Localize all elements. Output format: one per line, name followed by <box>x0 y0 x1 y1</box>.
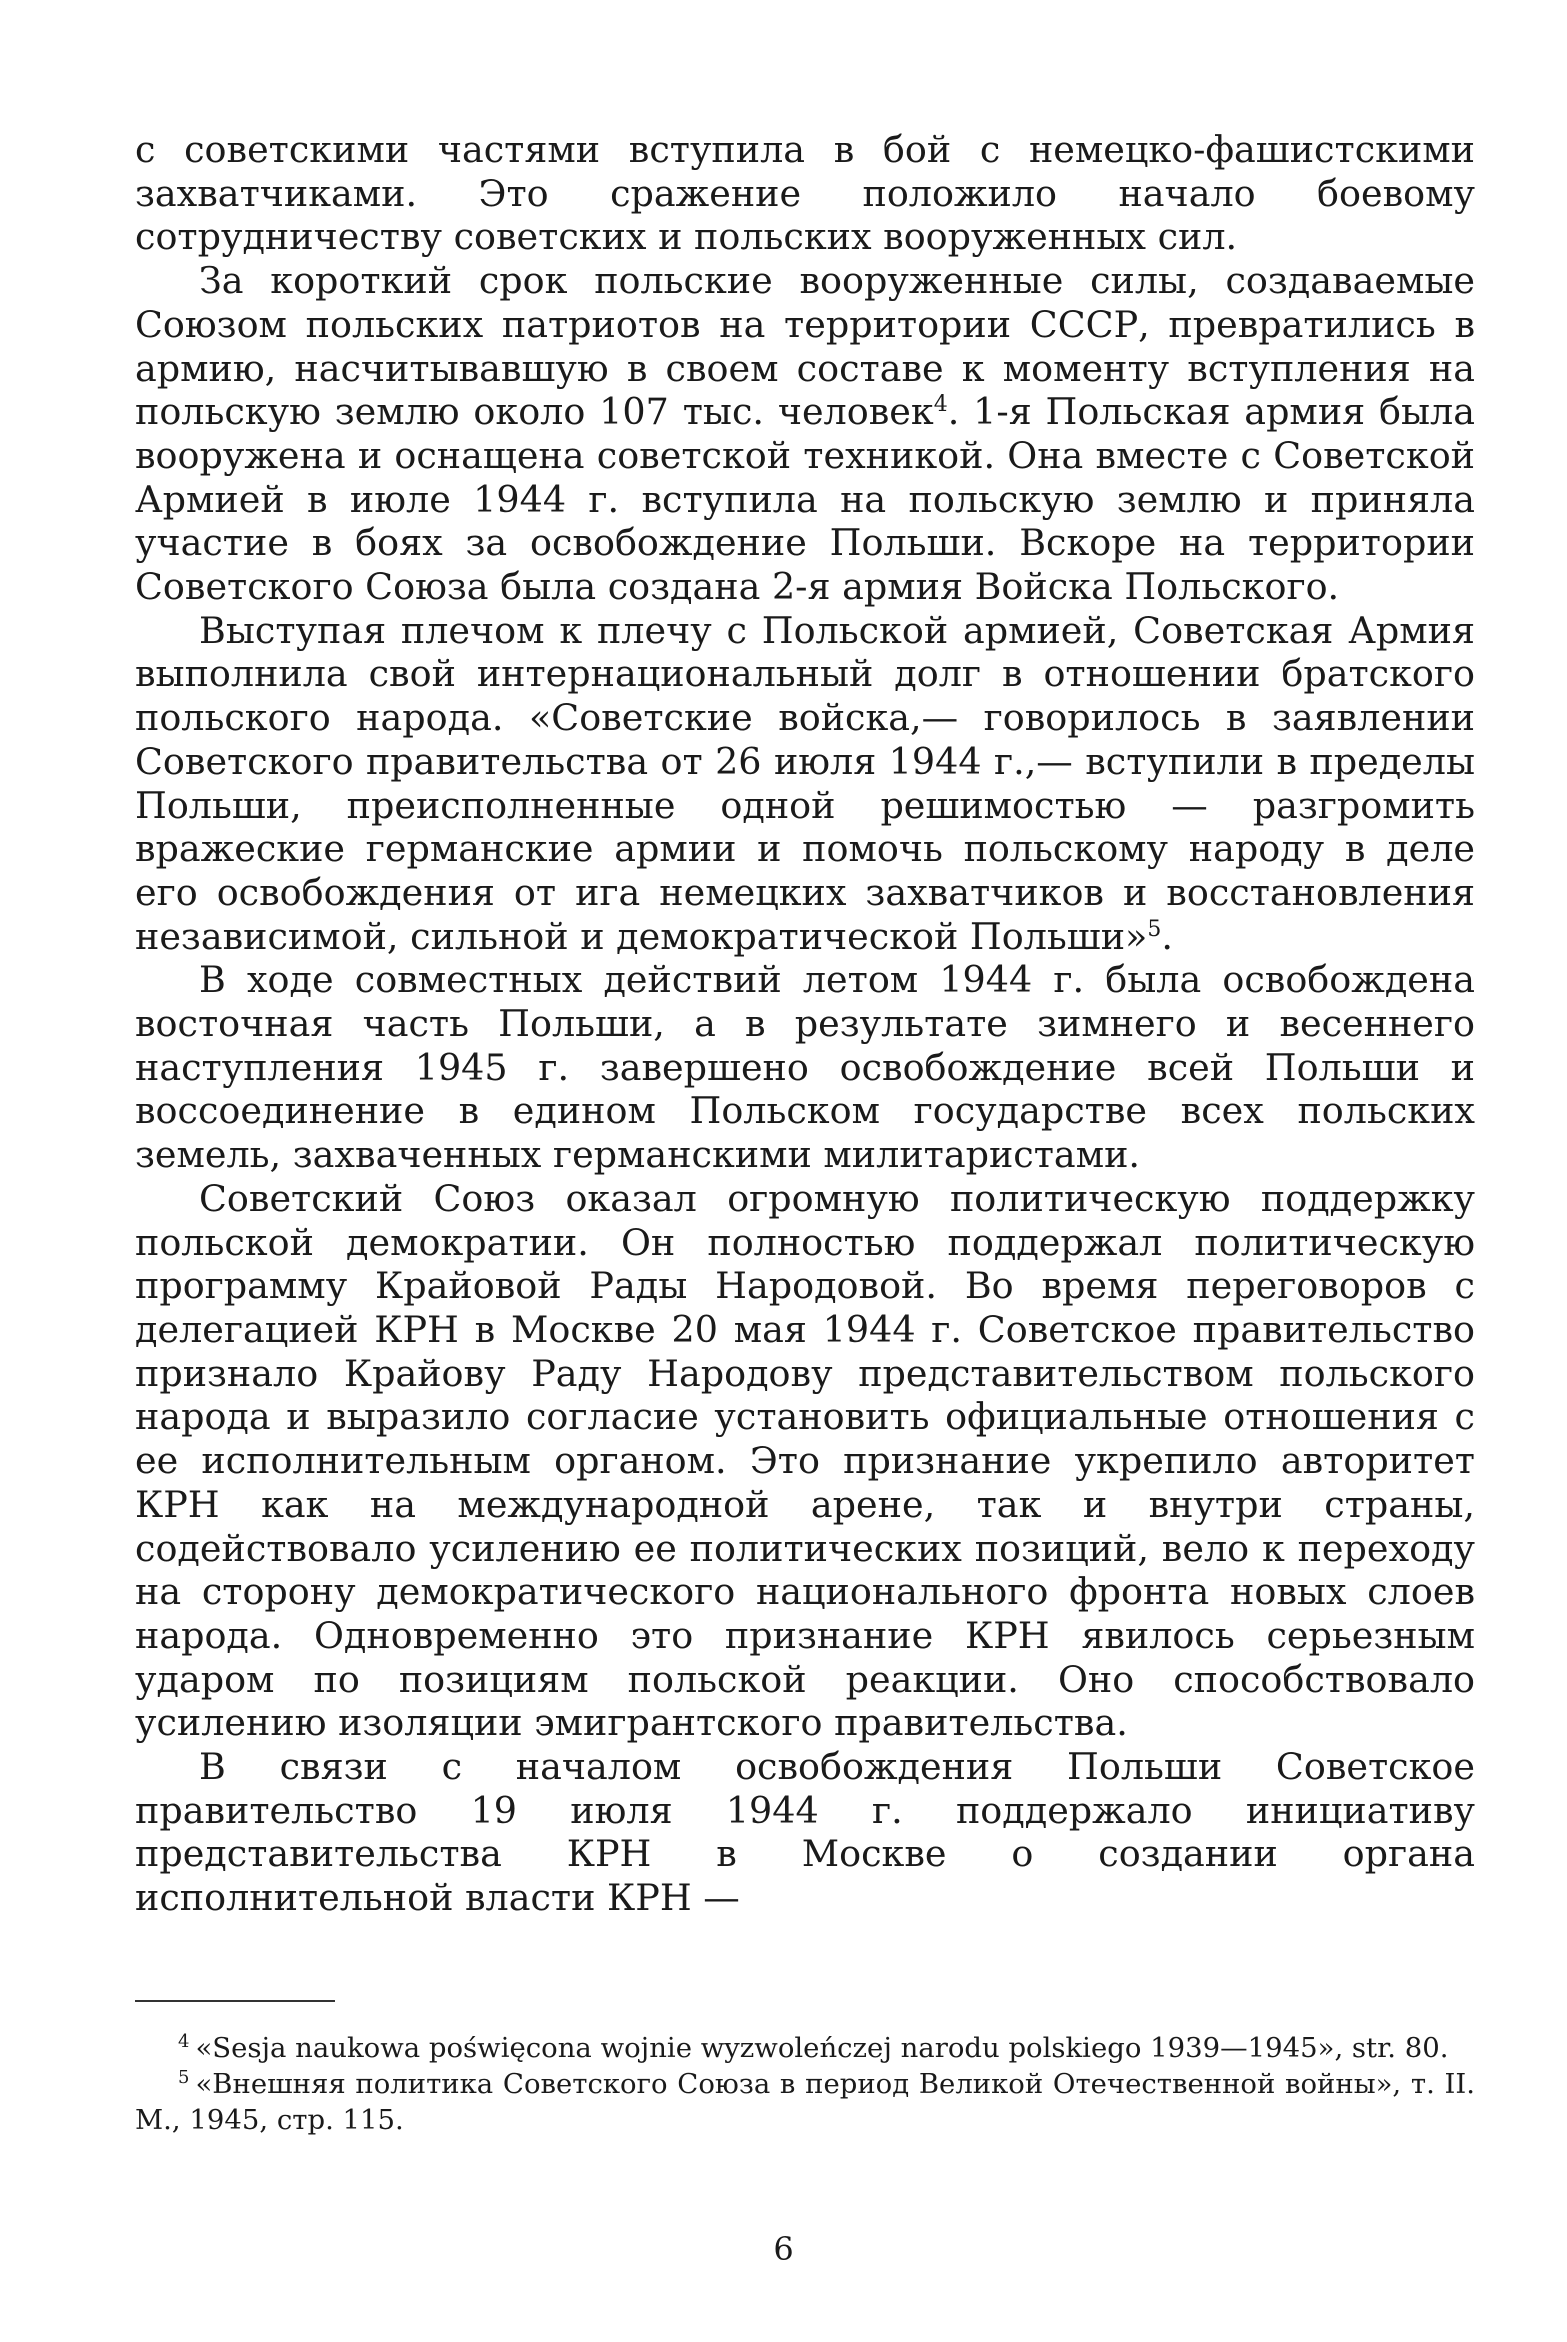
page-number: 6 <box>773 2230 794 2268</box>
paragraph-2: За короткий срок польские вооруженные силы, создаваемые Союзом польских патриотов на территории СССР, превратились в армию, насчитывавшую в своем составе к моменту вступления на польскую землю около 107 тыс. человек$^4$. 1-я Польская армия была вооружена и оснащена советской техникой. Она вместе с Советской Армией в июле 1944 г. вступила на польскую землю и приняла участие в боях за освобождение Польши. Вскоре на территории Советского Союза была создана 2-я армия Войска Польского. <box>135 259 1475 609</box>
page-body <box>135 128 1475 1920</box>
footnote-ref-4[interactable]: 4 <box>933 392 948 418</box>
footnote-5 <box>135 2066 1475 2138</box>
footnote-4 <box>135 2030 1475 2066</box>
footnote-text: «Внешняя политика Советского Союза в период Великой Отечественной войны», т. II. М., 1945, стр. 115. <box>135 2068 1475 2136</box>
paragraph-6: В связи с началом освобождения Польши Советское правительство 19 июля 1944 г. поддержало инициативу представительства КРН в Москве о создании органа исполнительной власти КРН — <box>135 1745 1475 1920</box>
paragraph-4: В ходе совместных действий летом 1944 г. была освобождена восточная часть Польши, а в результате зимнего и весеннего наступления 1945 г. завершено освобождение всей Польши и воссоединение в едином Польском государстве всех польских земель, захваченных германскими милитаристами. <box>135 958 1475 1177</box>
paragraph-1: с советскими частями вступила в бой с немецко-фашистскими захватчиками. Это сражение положило начало боевому сотрудничеству советских и польских вооруженных сил. <box>135 128 1475 259</box>
footnote-ref-5[interactable]: 5 <box>1147 916 1162 942</box>
footnote-mark: 4 <box>178 2030 190 2052</box>
footnotes <box>135 2030 1475 2138</box>
footnote-mark: 5 <box>178 2066 190 2088</box>
footnote-divider <box>135 2000 335 2002</box>
footnote-text: «Sesja naukowa poświęcona wojnie wyzwoleńczej narodu polskiego 1939—1945», str. 80. <box>195 2032 1449 2064</box>
paragraph-5: Советский Союз оказал огромную политическую поддержку польской демократии. Он полностью поддержал политическую программу Крайовой Рады Народовой. Во время переговоров с делегацией КРН в Москве 20 мая 1944 г. Советское правительство признало Крайову Раду Народову представительством польского народа и выразило согласие установить официальные отношения с ее исполнительным органом. Это признание укрепило авторитет КРН как на международной арене, так и внутри страны, содействовало усилению ее политических позиций, вело к переходу на сторону демократического национального фронта новых слоев народа. Одновременно это признание КРН явилось серьезным ударом по позициям польской реакции. Оно способствовало усилению изоляции эмигрантского правительства. <box>135 1176 1475 1745</box>
paragraph-3: Выступая плечом к плечу с Польской армией, Советская Армия выполнила свой интернациональный долг в отношении братского польского народа. «Советские войска,— говорилось в заявлении Советского правительства от 26 июля 1944 г.,— вступили в пределы Польши, преисполненные одной решимостью — разгромить вражеские германские армии и помочь польскому народу в деле его освобождения от ига немецких захватчиков и восстановления независимой, сильной и демократической Польши»$^5$. <box>135 608 1475 958</box>
